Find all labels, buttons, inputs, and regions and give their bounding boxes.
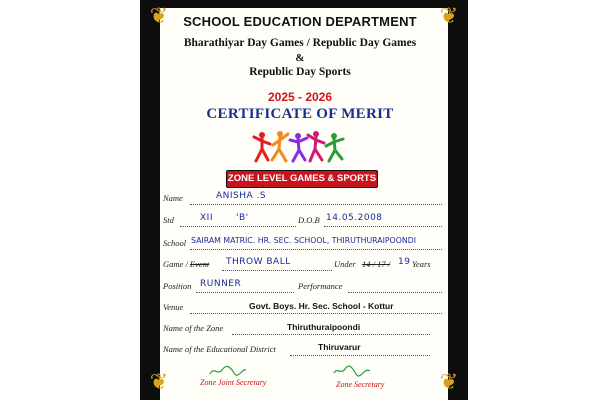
game-label-prefix: Game / bbox=[163, 259, 190, 269]
venue-line bbox=[190, 313, 442, 314]
section-value: 'B' bbox=[236, 213, 249, 223]
position-label: Position bbox=[163, 281, 192, 291]
zone-value: Thiruthuraipoondi bbox=[287, 322, 361, 332]
performance-line bbox=[348, 292, 442, 293]
name-label: Name bbox=[163, 193, 183, 203]
school-label: School bbox=[163, 238, 187, 248]
name-line bbox=[190, 204, 442, 205]
district-label: Name of the Educational District bbox=[163, 344, 276, 354]
event-label-struck: Event bbox=[189, 259, 210, 269]
dob-line bbox=[324, 226, 442, 227]
game-label bbox=[163, 259, 209, 269]
sports-players-icon bbox=[250, 129, 350, 165]
secretary-caption: Zone Secretary bbox=[336, 380, 385, 389]
under-age-selected: 19 bbox=[398, 257, 411, 267]
school-value: SAIRAM MATRIC. HR. SEC. SCHOOL, THIRUTHURAIPOONDI bbox=[191, 236, 416, 245]
joint-secretary-caption: Zone Joint Secretary bbox=[200, 378, 267, 387]
dob-label: D.O.B bbox=[298, 215, 320, 225]
position-line bbox=[196, 292, 294, 293]
games-line: Bharathiyar Day Games / Republic Day Games bbox=[183, 37, 417, 49]
performance-label: Performance bbox=[298, 281, 343, 291]
under-label: Under bbox=[334, 259, 356, 269]
name-value: ANISHA .S bbox=[216, 191, 267, 201]
district-value: Thiruvarur bbox=[318, 342, 361, 352]
certificate-title: CERTIFICATE OF MERIT bbox=[206, 106, 394, 122]
corner-ornament-icon: ❦ bbox=[149, 370, 169, 395]
position-value: RUNNER bbox=[200, 279, 242, 289]
game-line bbox=[222, 270, 332, 271]
corner-ornament-icon: ❦ bbox=[439, 370, 459, 395]
under-ages-struck: 14 / 17 / bbox=[362, 259, 391, 269]
ampersand: & bbox=[295, 52, 305, 64]
dob-value: 14.05.2008 bbox=[326, 213, 383, 223]
secretary-signature-icon bbox=[332, 364, 372, 378]
zone-line bbox=[232, 334, 430, 335]
department-heading: SCHOOL EDUCATION DEPARTMENT bbox=[183, 14, 417, 29]
std-value: XII bbox=[200, 213, 213, 223]
venue-label: Venue bbox=[163, 302, 184, 312]
zone-label: Name of the Zone bbox=[163, 323, 224, 333]
corner-ornament-icon: ❦ bbox=[439, 4, 459, 29]
std-label: Std bbox=[163, 215, 174, 225]
sports-line: Republic Day Sports bbox=[249, 66, 351, 78]
years-label: Years bbox=[412, 259, 431, 269]
zone-level-banner: ZONE LEVEL GAMES & SPORTS bbox=[226, 170, 378, 188]
venue-value: Govt. Boys. Hr. Sec. School - Kottur bbox=[249, 301, 394, 311]
school-line bbox=[190, 249, 442, 250]
district-line bbox=[290, 355, 430, 356]
game-value: THROW BALL bbox=[226, 257, 291, 267]
academic-year: 2025 - 2026 bbox=[267, 90, 333, 104]
corner-ornament-icon: ❦ bbox=[149, 4, 169, 29]
std-line bbox=[180, 226, 296, 227]
joint-secretary-signature-icon bbox=[208, 364, 248, 378]
